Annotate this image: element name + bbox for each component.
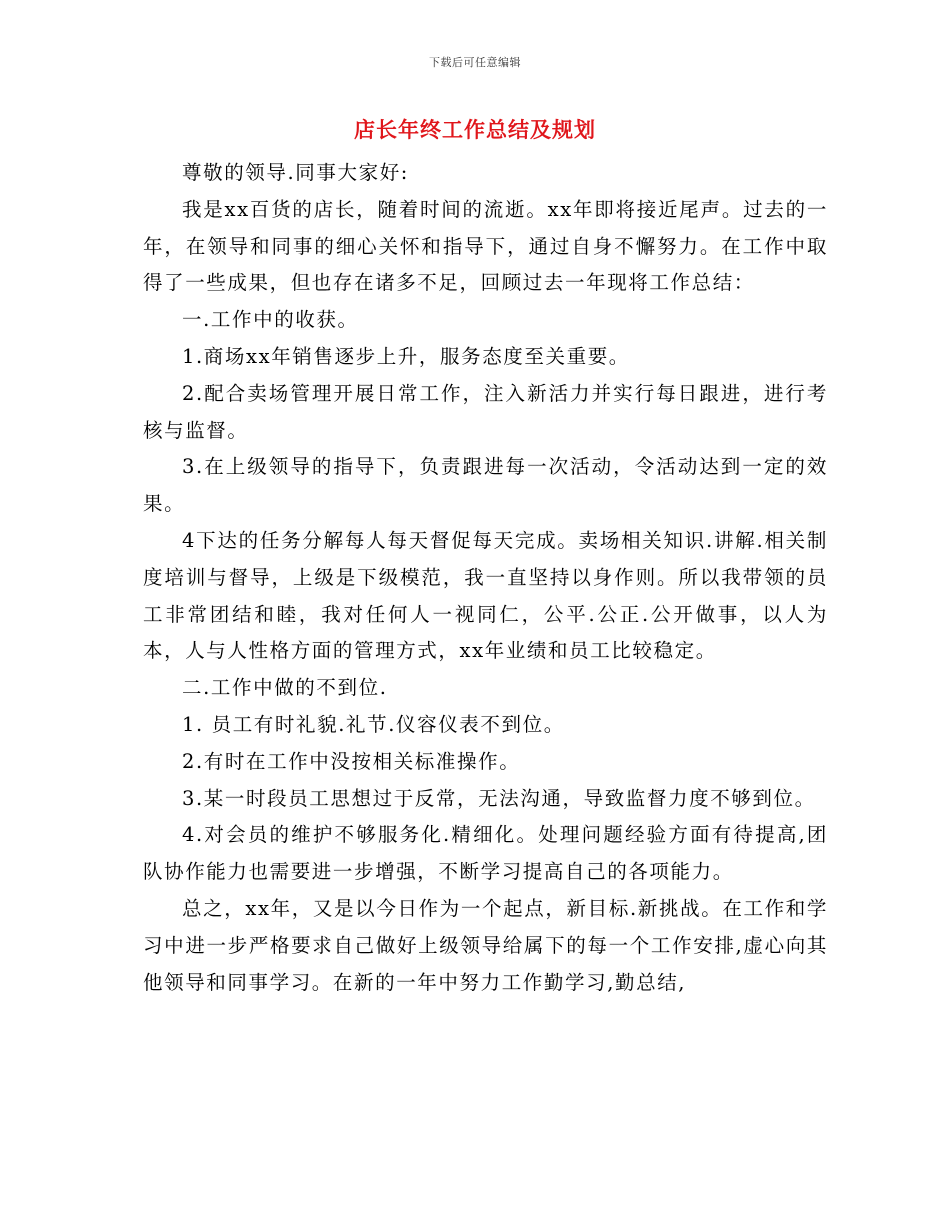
list-item-achievement-1: 1.商场xx年销售逐步上升，服务态度至关重要。 bbox=[182, 344, 630, 368]
list-item-shortcoming-1: 1. 员工有时礼貌.礼节.仪容仪表不到位。 bbox=[182, 712, 565, 736]
list-item-achievement-3: 3.在上级领导的指导下，负责跟进每一次活动，令活动达到一定的效果。 bbox=[143, 455, 828, 516]
document-title: 店长年终工作总结及规划 bbox=[354, 117, 596, 142]
paragraph-greeting: 尊敬的领导.同事大家好: bbox=[182, 161, 409, 184]
page-header-note: 下载后可任意编辑 bbox=[429, 56, 521, 69]
paragraph-introduction: 我是xx百货的店长，随着时间的流逝。xx年即将接近尾声。过去的一年，在领导和同事的细心关怀和指导下，通过自身不懈努力。在工作中取得了一些成果，但也存在诸多不足，回顾过去一年现将工作总结： bbox=[143, 197, 828, 295]
section-heading-achievements: 一.工作中的收获。 bbox=[182, 308, 359, 332]
paragraph-conclusion: 总之，xx年，又是以今日作为一个起点，新目标.新挑战。在工作和学习中进一步严格要求自己做好上级领导给属下的每一个工作安排,虚心向其他领导和同事学习。在新的一年中努力工作勤学习,勤总结, bbox=[143, 896, 828, 994]
list-item-shortcoming-4: 4.对会员的维护不够服务化.精细化。处理问题经验方面有待提高,团队协作能力也需要进一步增强，不断学习提高自己的各项能力。 bbox=[143, 823, 828, 884]
list-item-shortcoming-2: 2.有时在工作中没按相关标准操作。 bbox=[182, 749, 521, 773]
section-heading-shortcomings: 二.工作中做的不到位. bbox=[182, 676, 388, 700]
list-item-achievement-2: 2.配合卖场管理开展日常工作，注入新活力并实行每日跟进，进行考核与监督。 bbox=[143, 381, 828, 442]
list-item-achievement-4: 4下达的任务分解每人每天督促每天完成。卖场相关知识.讲解.相关制度培训与督导，上级是下级模范，我一直坚持以身作则。所以我带领的员工非常团结和睦，我对任何人一视同仁，公平.公正.公开做事，以人为本，人与人性格方面的管理方式，xx年业绩和员工比较稳定。 bbox=[143, 528, 828, 663]
list-item-shortcoming-3: 3.某一时段员工思想过于反常，无法沟通，导致监督力度不够到位。 bbox=[182, 786, 816, 810]
document-body bbox=[143, 155, 828, 1001]
